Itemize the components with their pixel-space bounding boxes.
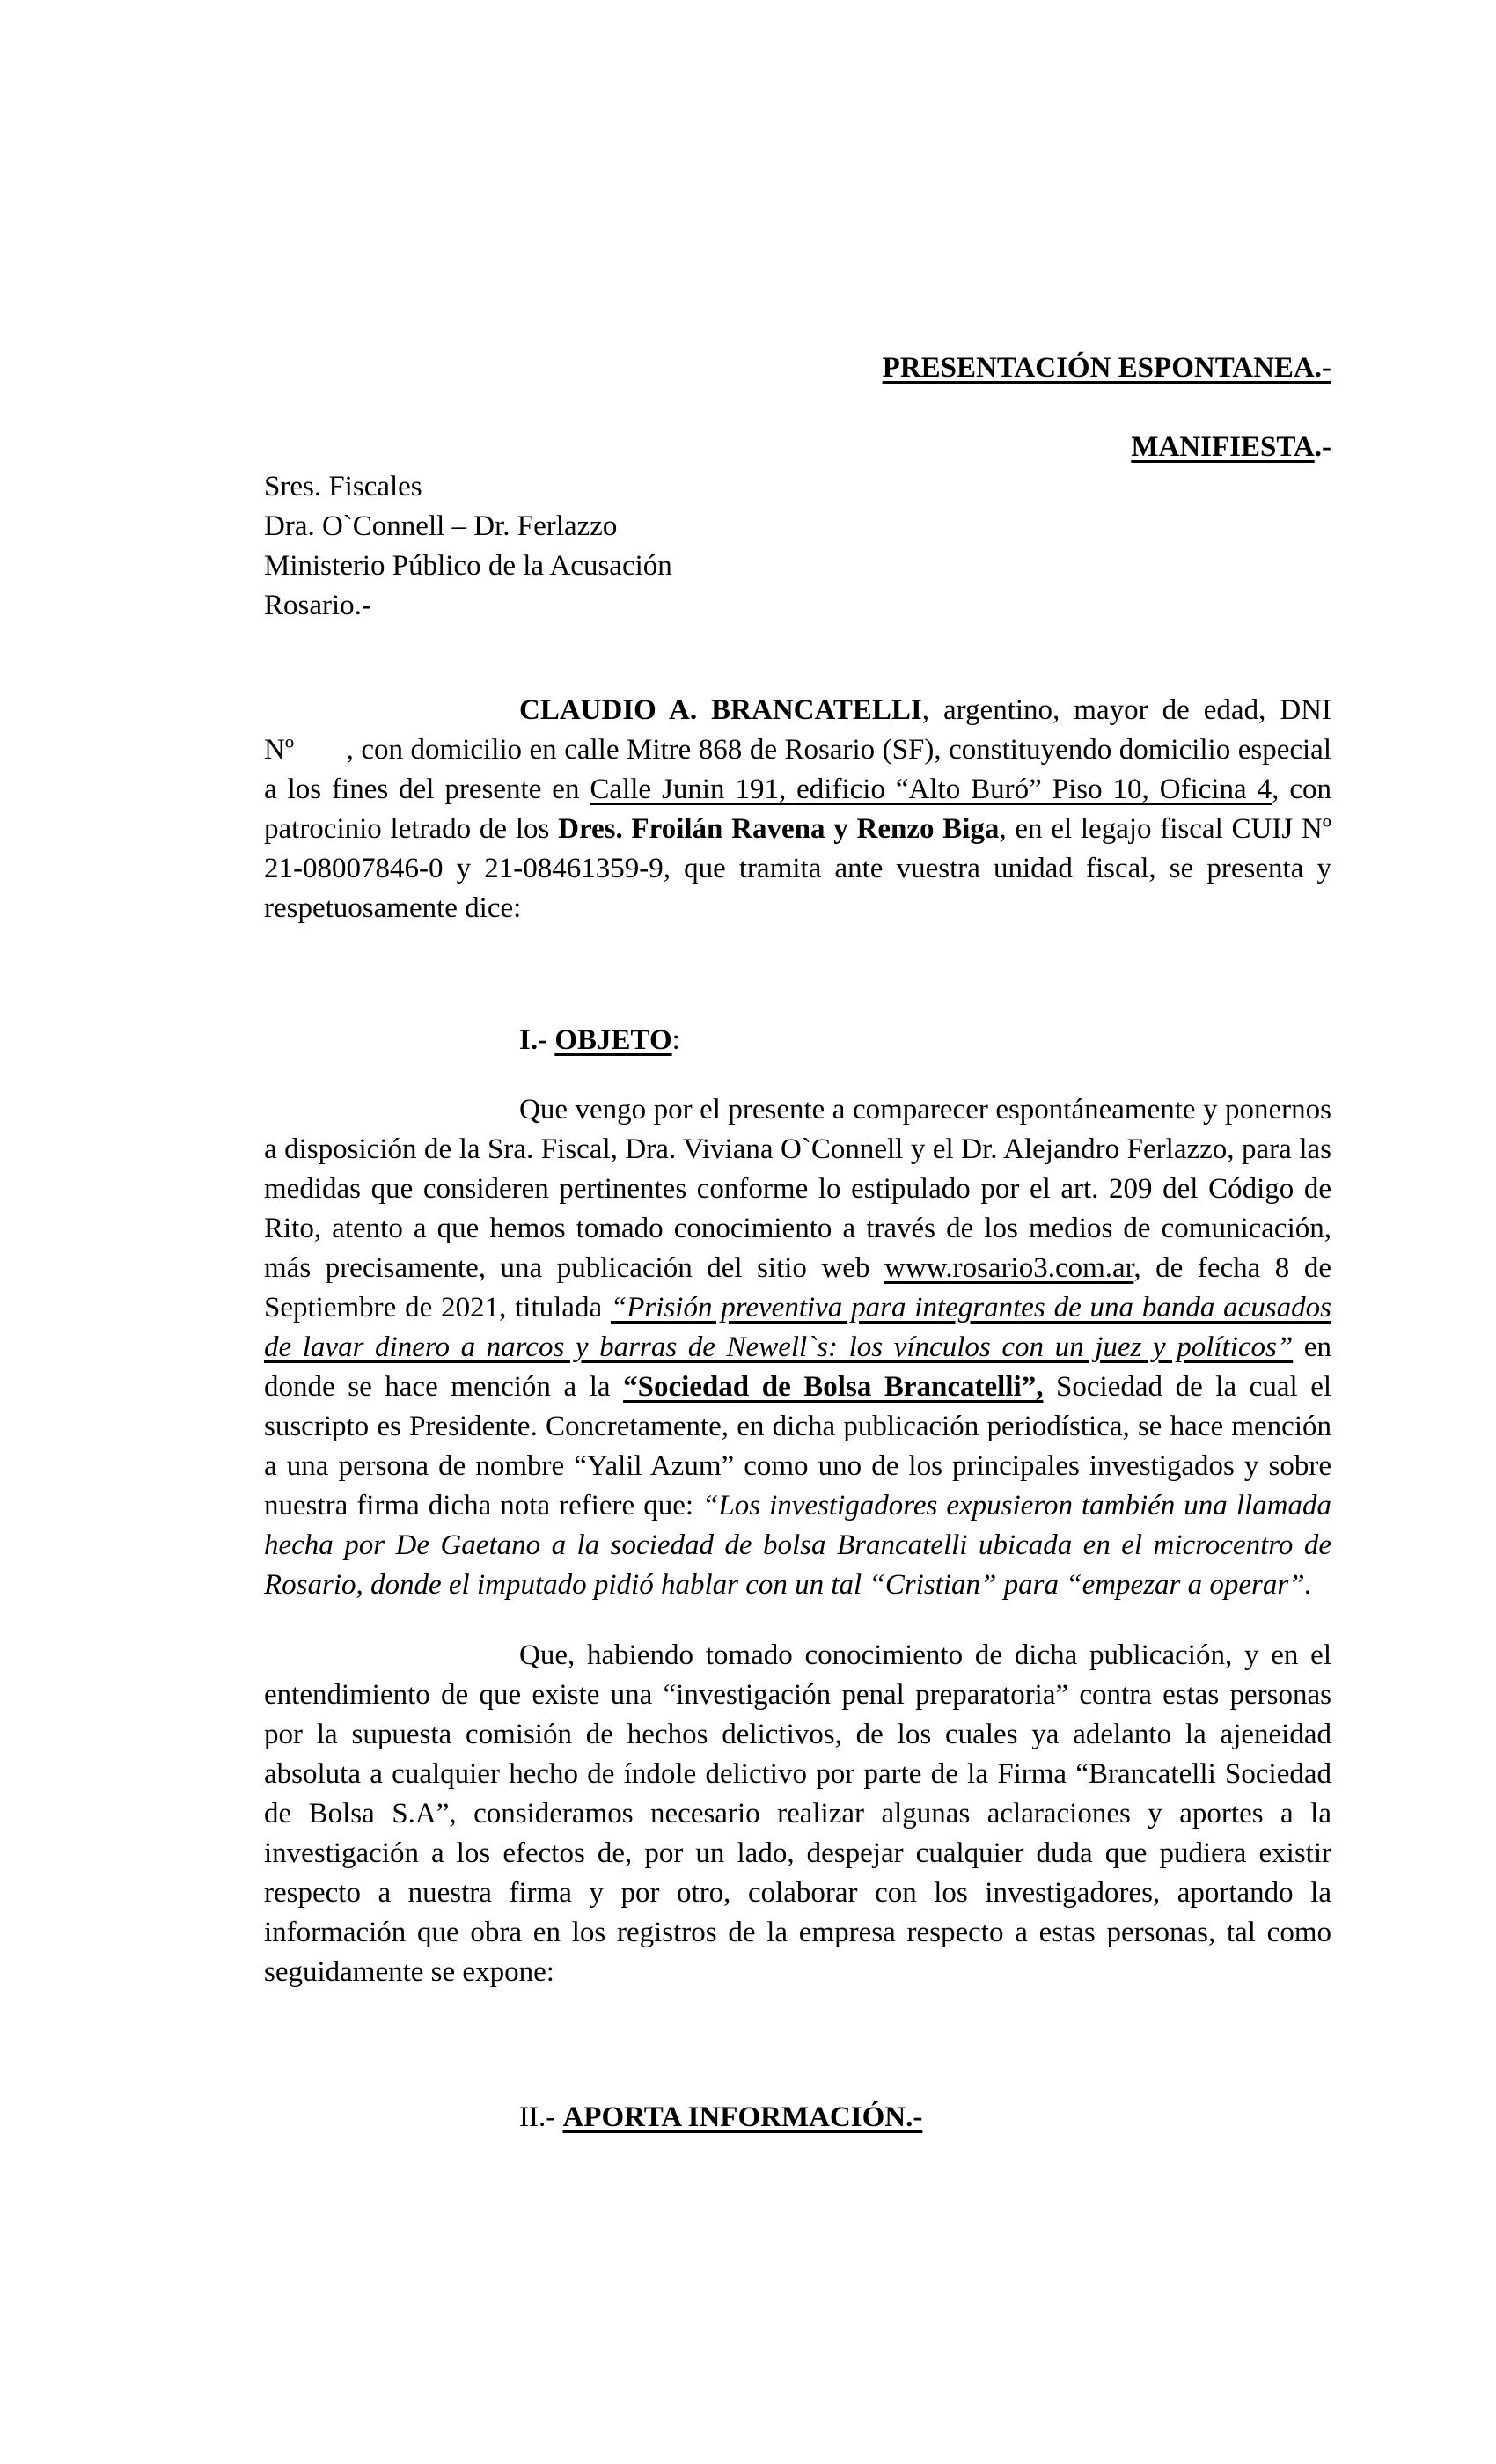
section-heading-aporta-informacion-run-0: II.-: [519, 2101, 563, 2133]
body-paragraph-objeto-run-3: “Prisión preventiva para integrantes de una banda acusados de lavar dinero a narcos y barras de Newell`s: los vínculos con un juez y políticos”: [264, 1292, 1331, 1363]
body-paragraph-presentation-run-1: , argentino, mayor de edad, DNI Nº , con domicilio en calle Mitre 868 de Rosario (SF), constituyendo domicilio especial a los fines del presente en: [264, 694, 1331, 805]
document-body: [264, 0, 1331, 2138]
doc-title-line-2-run-0: MANIFIESTA: [1131, 431, 1315, 463]
body-paragraph-presentation-run-0: CLAUDIO A. BRANCATELLI: [519, 694, 922, 726]
body-paragraph-objeto-run-5: “Sociedad de Bolsa Brancatelli”,: [623, 1371, 1044, 1403]
body-paragraph-objeto-run-1: www.rosario3.com.ar: [884, 1252, 1134, 1284]
section-heading-objeto: [264, 1021, 1331, 1060]
addressee-line-run-0: Ministerio Público de la Acusación: [264, 550, 672, 582]
body-paragraph-objeto-run-2: , de fecha 8 de Septiembre de 2021, titulada: [264, 1252, 1331, 1324]
body-paragraph-presentation-run-5: , en el legajo fiscal CUIJ Nº 21-08007846-0 y 21-08461359-9, que tramita ante vuestra unidad fiscal, se presenta y respetuosamente dice:: [264, 813, 1331, 924]
body-paragraph-objeto: [264, 1090, 1331, 1605]
section-heading-aporta-informacion-run-1: APORTA INFORMACIÓN.-: [562, 2101, 923, 2133]
body-paragraph-objeto-run-6: Sociedad de la cual el suscripto es Presidente. Concretamente, en dicha publicación periodística, se hace mención a una persona de nombre “Yalil Azum” como uno de los principales investigados y sobre nuestra firma dicha nota refiere que:: [264, 1371, 1332, 1522]
body-paragraph-objeto-run-7: “Los investigadores expusieron también una llamada hecha por De Gaetano a la sociedad de bolsa Brancatelli ubicada en el microcentro de Rosario, donde el imputado pidió hablar con un tal “Cristian” para “empezar a operar”.: [264, 1490, 1331, 1601]
section-heading-objeto-run-2: :: [671, 1024, 680, 1056]
section-heading-objeto-run-0: I.-: [519, 1024, 555, 1056]
doc-title-line-1: [264, 348, 1331, 388]
body-paragraph-presentation-run-4: Dres. Froilán Ravena y Renzo Biga: [558, 813, 1000, 845]
addressee-line-run-0: Rosario.-: [264, 590, 371, 621]
section-heading-aporta-informacion: [264, 2098, 1331, 2138]
body-paragraph-aclaracion: [264, 1636, 1331, 1992]
body-paragraph-presentation-run-3: , con patrocinio letrado de los: [264, 774, 1332, 845]
body-paragraph-objeto-run-0: Que vengo por el presente a comparecer espontáneamente y ponernos a disposición de la Sra. Fiscal, Dra. Viviana O`Connell y el Dr. Alejandro Ferlazzo, para las medidas que consideren pertinentes conforme lo estipulado por el art. 209 del Código de Rito, atento a que hemos tomado conocimiento a través de los medios de comunicación, más precisamente, una publicación del sitio web: [264, 1094, 1331, 1284]
body-paragraph-objeto-run-4: en donde se hace mención a la: [264, 1331, 1331, 1403]
addressee-line: [264, 467, 1331, 507]
body-paragraph-presentation: [264, 691, 1331, 928]
doc-title-line-2: [264, 428, 1331, 467]
addressee-line-run-0: Sres. Fiscales: [264, 471, 422, 502]
addressee-line: [264, 507, 1331, 546]
addressee-line: [264, 586, 1331, 626]
doc-title-line-1-run-0: PRESENTACIÓN ESPONTANEA.-: [882, 352, 1331, 384]
doc-title-line-2-run-1: .-: [1314, 431, 1331, 463]
addressee-line-run-0: Dra. O`Connell – Dr. Ferlazzo: [264, 510, 618, 542]
body-paragraph-aclaracion-run-0: Que, habiendo tomado conocimiento de dicha publicación, y en el entendimiento de que existe una “investigación penal preparatoria” contra estas personas por la supuesta comisión de hechos delictivos, de los cuales ya adelanto la ajeneidad absoluta a cualquier hecho de índole delictivo por parte de la Firma “Brancatelli Sociedad de Bolsa S.A”, consideramos necesario realizar algunas aclaraciones y aportes a la investigación a los efectos de, por un lado, despejar cualquier duda que pudiera existir respecto a nuestra firma y por otro, colaborar con los investigadores, aportando la información que obra en los registros de la empresa respecto a estas personas, tal como seguidamente se expone:: [264, 1639, 1331, 1988]
body-paragraph-presentation-run-2: Calle Junin 191, edificio “Alto Buró” Piso 10, Oficina 4: [590, 774, 1272, 805]
section-heading-objeto-run-1: OBJETO: [554, 1024, 672, 1056]
addressee-line: [264, 546, 1331, 586]
